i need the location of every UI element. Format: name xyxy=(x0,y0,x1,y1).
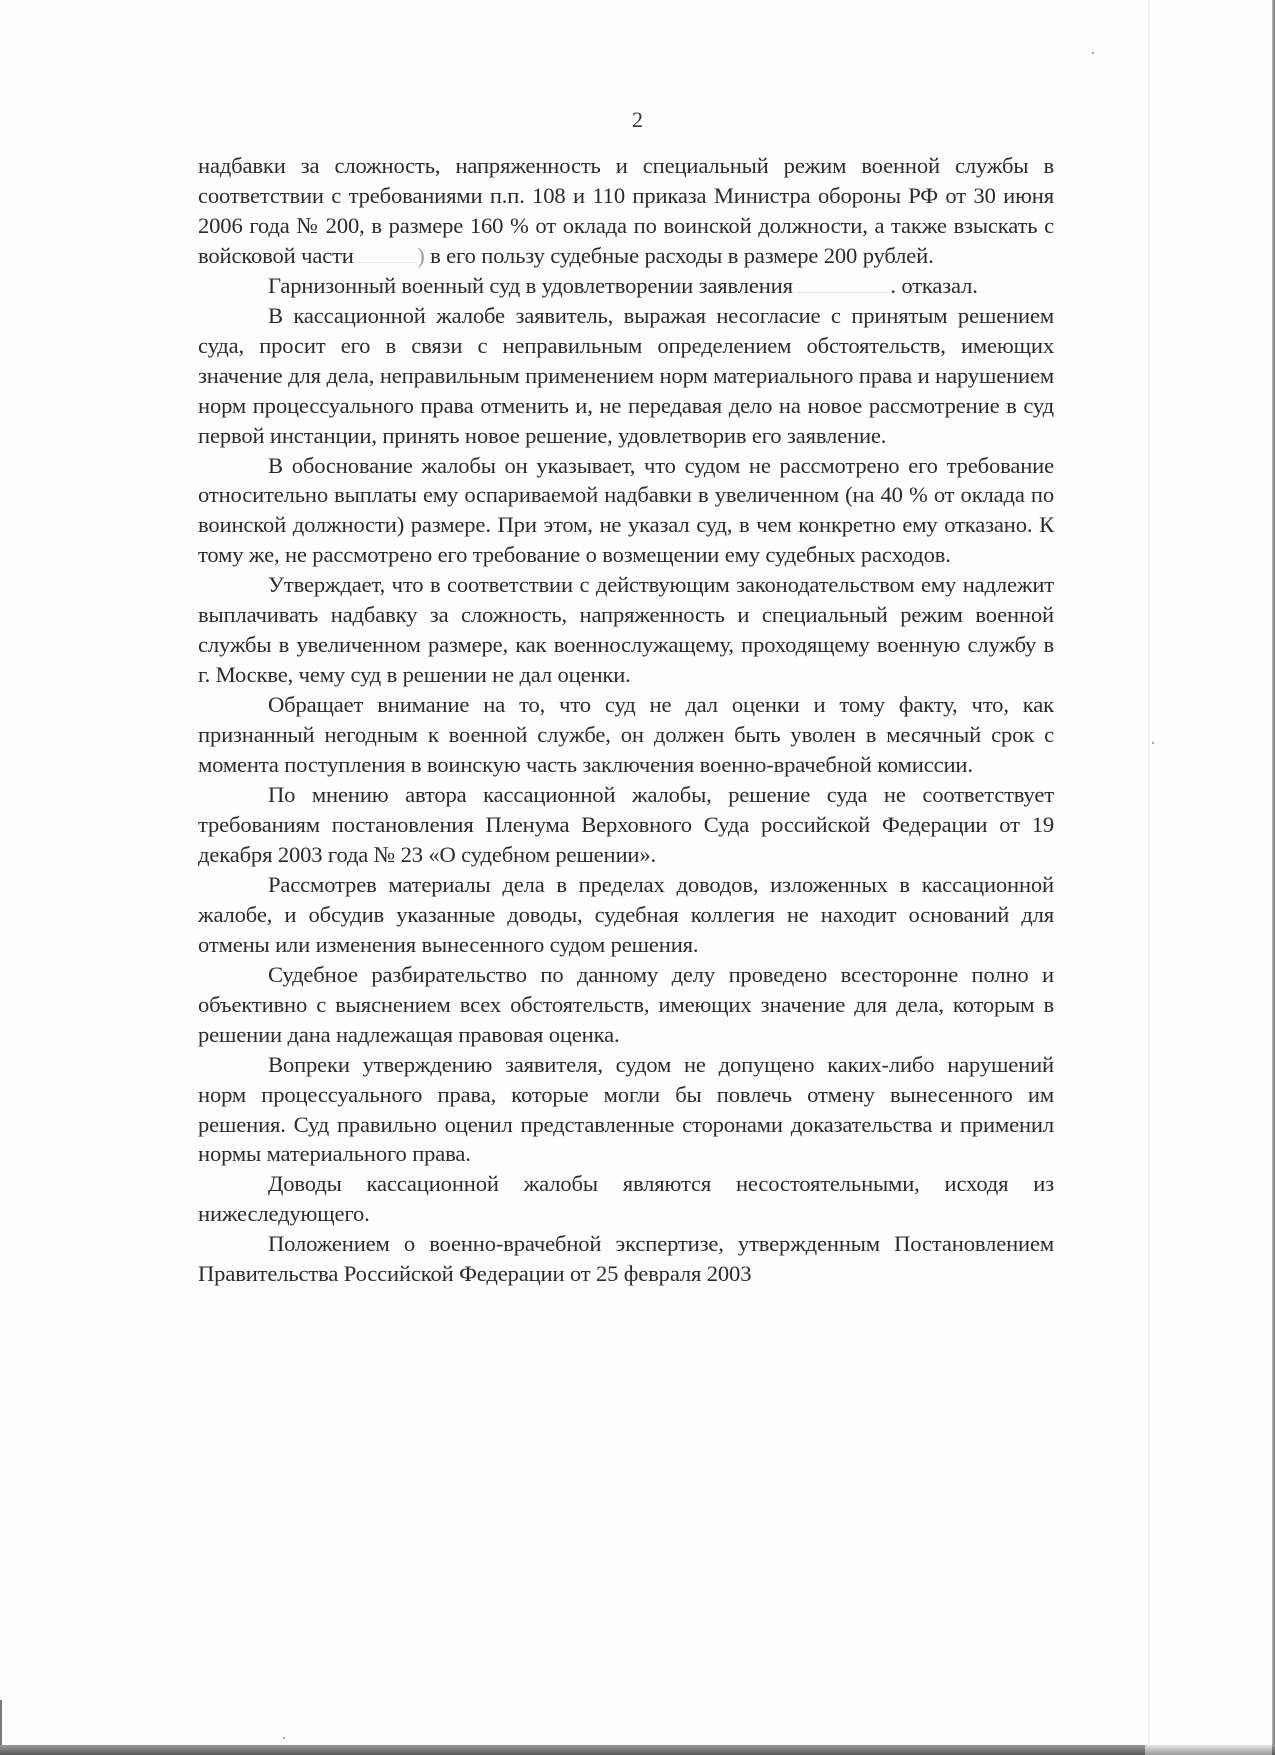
redacted-fragment: ) xyxy=(417,242,425,268)
scan-seam xyxy=(1148,0,1150,1745)
redacted-unit-number xyxy=(359,244,417,263)
paragraph-3: В кассационной жалобе заявитель, выражая несогласие с принятым решением суда, просит его в связи с неправильным определением обстоятельств, имеющих значение для дела, неправильным применением норм материального права и нарушением норм процессуального права отменить и, не передавая дело на новое рассмотрение в суд первой инстанции, принять новое решение, удовлетворив его заявление. xyxy=(198,302,1054,448)
paragraph-2-part-2: . отказал. xyxy=(890,272,978,298)
paragraph-8: Рассмотрев материалы дела в пределах доводов, изложенных в кассационной жалобе, и обсудив указанные доводы, судебная коллегия не находит оснований для отмены или изменения вынесенного судом решения. xyxy=(198,871,1054,957)
paragraph-6: Обращает внимание на то, что суд не дал оценки и тому факту, что, как признанный негодным к военной службе, он должен быть уволен в месячный срок с момента поступления в воинскую часть заключения военно-врачебной комиссии. xyxy=(198,692,1054,778)
redacted-applicant-name xyxy=(798,274,890,293)
paragraph-5: Утверждает, что в соответствии с действующим законодательством ему надлежит выплачивать надбавку за сложность, напряженность и специальный режим военной службы в увеличенном размере, как военнослужащему, проходящему военную службу в г. Москве, чему суд в решении не дал оценки. xyxy=(198,572,1054,688)
scan-speck xyxy=(1092,52,1094,54)
paragraph-9: Судебное разбирательство по данному делу проведено всесторонне полно и объективно с выяснением всех обстоятельств, имеющих значение для дела, которым в решении дана надлежащая правовая оценка. xyxy=(198,961,1054,1047)
scan-bottom-edge-fade xyxy=(1145,1745,1272,1755)
document-body xyxy=(198,151,1054,1289)
paragraph-1 xyxy=(198,151,1054,271)
paragraph-11: Доводы кассационной жалобы являются несостоятельными, исходя из нижеследующего. xyxy=(198,1171,1054,1227)
paragraph-10: Вопреки утверждению заявителя, судом не допущено каких-либо нарушений норм процессуального права, которые могли бы повлечь отмену вынесенного им решения. Суд правильно оценил представленные сторонами доказательства и применил нормы материального права. xyxy=(198,1051,1054,1167)
page-number: 2 xyxy=(632,107,643,132)
paragraph-2-part-1: Гарнизонный военный суд в удовлетворении заявления xyxy=(268,272,793,298)
scan-speck xyxy=(283,1737,285,1739)
scan-speck xyxy=(1152,742,1154,744)
paragraph-7: По мнению автора кассационной жалобы, решение суда не соответствует требованиям постановления Пленума Верховного Суда российской Федерации от 19 декабря 2003 года № 23 «О судебном решении». xyxy=(198,782,1054,867)
scan-bottom-edge xyxy=(0,1745,1275,1755)
paragraph-1-part-1: надбавки за сложность, напряженность и специальный режим военной службы в соответствии с требованиями п.п. 108 и 110 приказа Министра обороны РФ от 30 июня 2006 года № 200, в размере 160 % от оклада по воинской должности, а также взыскать с войсковой части xyxy=(198,153,1054,268)
paragraph-1-part-2: в его пользу судебные расходы в размере 200 рублей. xyxy=(430,242,934,268)
paragraph-12: Положением о военно-врачебной экспертизе, утвержденным Постановлением Правительства Российской Федерации от 25 февраля 2003 xyxy=(198,1231,1054,1287)
paragraph-4: В обоснование жалобы он указывает, что судом не рассмотрено его требование относительно выплаты ему оспариваемой надбавки в увеличенном (на 40 % от оклада по воинской должности) размере. При этом, не указал суд, в чем конкретно ему отказано. К тому же, не рассмотрено его требование о возмещении ему судебных расходов. xyxy=(198,452,1054,568)
paragraph-2 xyxy=(198,271,1054,301)
